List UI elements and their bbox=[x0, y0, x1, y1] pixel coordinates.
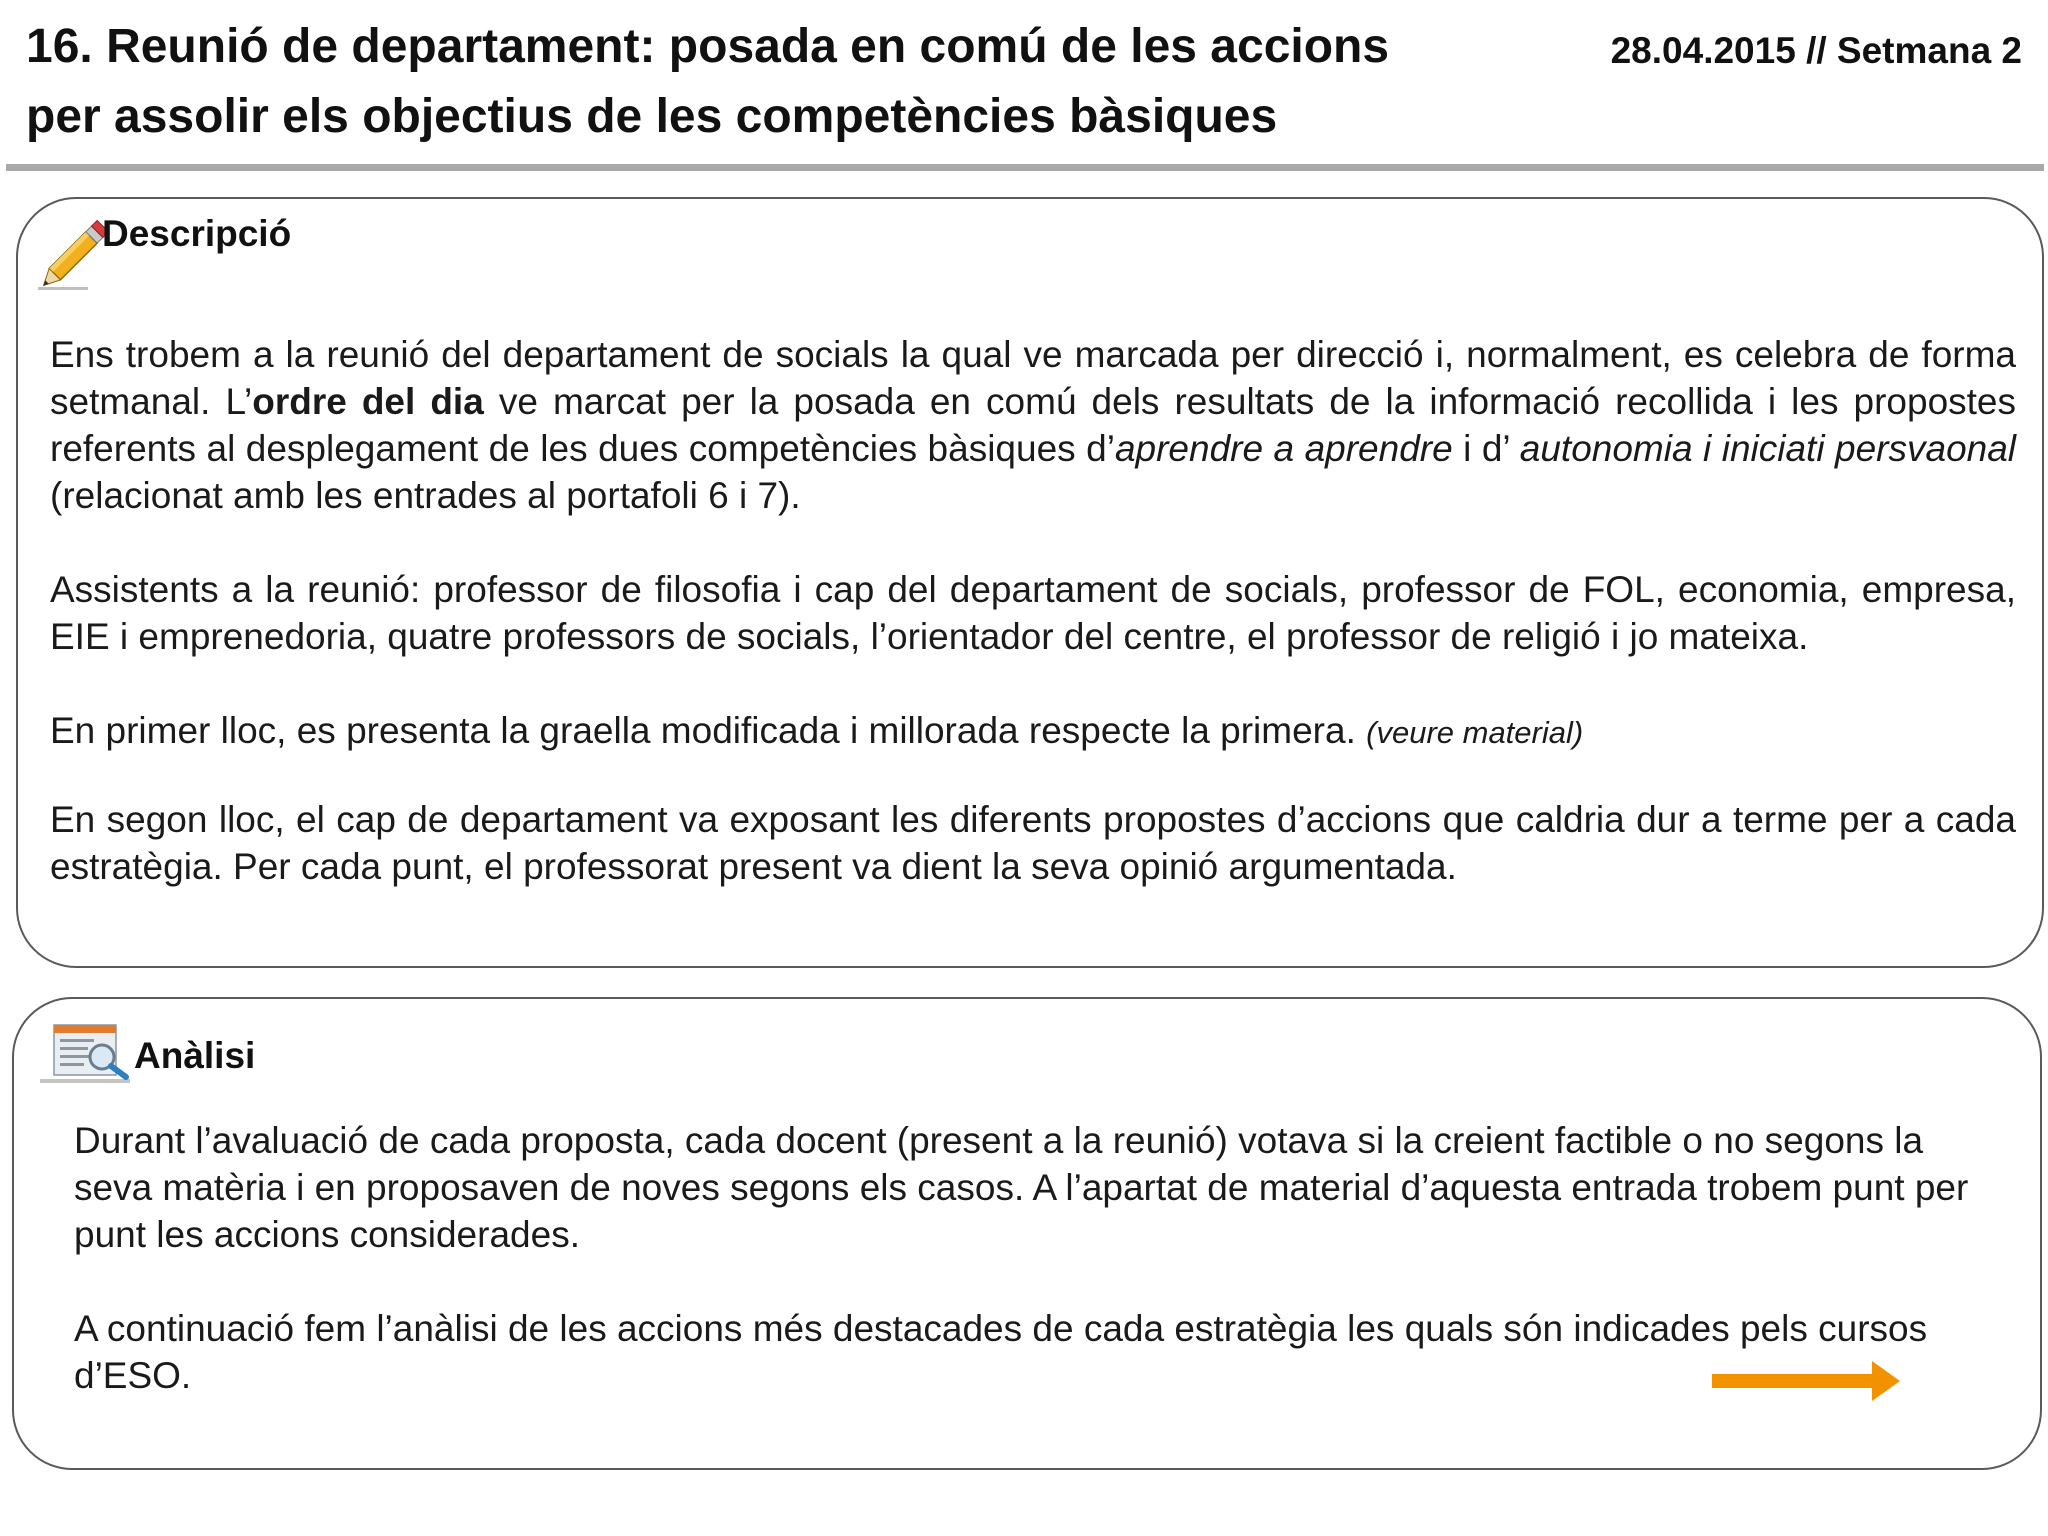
description-paragraph-2: Assistents a la reunió: professor de filosofia i cap del departament de socials, professor de FOL, economia, empresa, EIE i emprenedoria, quatre professors de socials, l’orientador del centre, el professor de religió i jo mateixa. bbox=[50, 569, 2016, 657]
analysis-paragraph-1: Durant l’avaluació de cada proposta, cada docent (present a la reunió) votava si la creient factible o no segons la seva matèria i en proposaven de noves segons els casos. A l’apartat de material d’aquesta entrada trobem punt per punt les accions considerades. bbox=[74, 1120, 1969, 1255]
analysis-body bbox=[74, 1117, 1974, 1399]
arrow-right-icon[interactable] bbox=[1712, 1359, 1902, 1403]
description-paragraph-4: En segon lloc, el cap de departament va exposant les diferents propostes d’accions que caldria dur a terme per a cada estratègia. Per cada punt, el professorat present va dient la seva opinió argumentada. bbox=[50, 799, 2016, 887]
analysis-panel bbox=[12, 997, 2042, 1470]
description-paragraph-1 bbox=[50, 331, 2016, 519]
date-week-label: 28.04.2015 // Setmana 2 bbox=[1610, 30, 2022, 71]
bold-text: ordre del dia bbox=[252, 381, 484, 422]
text-run: Ens trobem a la reunió del departament de socials la qual ve marcada per direcció i, normalment, es celebra de forma setmanal. L’ bbox=[50, 334, 2016, 422]
description-panel bbox=[16, 197, 2044, 968]
description-heading: Descripció bbox=[102, 213, 292, 254]
italic-text: aprendre a aprendre bbox=[1114, 428, 1453, 469]
analysis-paragraph-2: A continuació fem l’anàlisi de les accions més destacades de cada estratègia les quals són indicades pels cursos d’ESO. bbox=[74, 1308, 1928, 1396]
analysis-heading: Anàlisi bbox=[134, 1035, 256, 1076]
document-search-icon bbox=[36, 1017, 146, 1087]
see-material-note: (veure material) bbox=[1366, 715, 1584, 750]
page-title bbox=[26, 12, 1526, 152]
description-body bbox=[50, 331, 2016, 890]
text-run: ve marcat per la posada en comú dels resultats de la informació recollida i les propostes referents al desplegament de les dues competències bàsiques d’ bbox=[50, 381, 2017, 469]
text-run: En primer lloc, es presenta la graella modificada i millorada respecte la primera. bbox=[50, 710, 1367, 751]
page-title-line2: per assolir els objectius de les competències bàsiques bbox=[26, 90, 1278, 143]
description-paragraph-3 bbox=[50, 707, 2016, 756]
page-title-line1: 16. Reunió de departament: posada en comú de les accions bbox=[26, 20, 1390, 73]
header-divider bbox=[6, 164, 2044, 171]
text-run: i d’ bbox=[1452, 428, 1520, 469]
italic-text: autonomia i iniciati persvaonal bbox=[1519, 428, 2017, 469]
text-run: (relacionat amb les entrades al portafoli 6 i 7). bbox=[50, 475, 801, 516]
